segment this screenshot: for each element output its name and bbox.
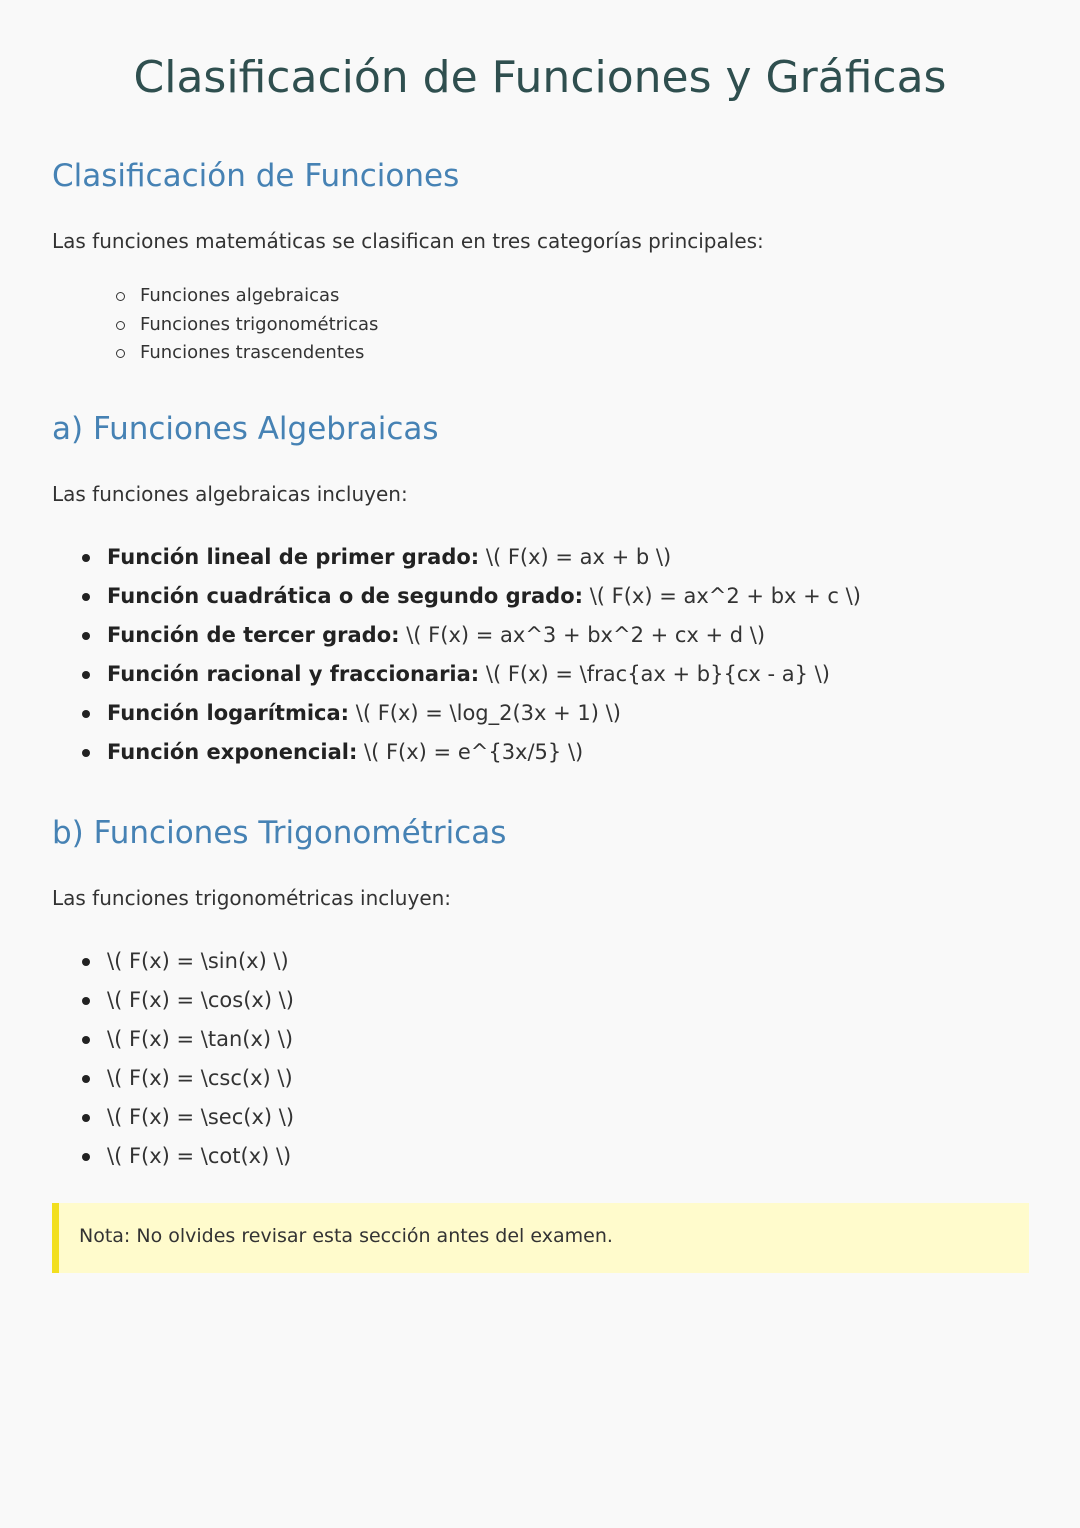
classification-intro: Las funciones matemáticas se clasifican en tres categorías principales: xyxy=(52,229,764,253)
section-heading-trigonometric: b) Funciones Trigonométricas xyxy=(52,815,507,851)
list-item-text: Funciones algebraicas xyxy=(140,285,340,306)
bullet-icon xyxy=(82,671,90,679)
item-formula: \( F(x) = \sec(x) \) xyxy=(107,1105,295,1129)
list-item xyxy=(80,981,294,1020)
item-label: Función cuadrática o de segundo grado: xyxy=(107,584,584,608)
item-label: Función exponencial: xyxy=(107,740,358,764)
circle-bullet-icon xyxy=(116,321,125,330)
list-item xyxy=(80,1137,294,1176)
list-item-text: Funciones trascendentes xyxy=(140,342,365,363)
list-item xyxy=(116,339,378,368)
item-label: Función logarítmica: xyxy=(107,701,350,725)
item-formula: \( F(x) = \frac{ax + b}{cx - a} \) xyxy=(485,662,830,686)
list-item xyxy=(116,282,378,311)
item-label: Función lineal de primer grado: xyxy=(107,545,480,569)
item-formula: \( F(x) = \csc(x) \) xyxy=(107,1066,293,1090)
bullet-icon xyxy=(82,997,90,1005)
item-formula: \( F(x) = ax^2 + bx + c \) xyxy=(589,584,861,608)
note-callout xyxy=(52,1203,1029,1273)
list-item xyxy=(80,1098,294,1137)
list-item-text: Funciones trigonométricas xyxy=(140,313,379,335)
section-heading-algebraic: a) Funciones Algebraicas xyxy=(52,411,439,447)
item-formula: \( F(x) = ax + b \) xyxy=(485,545,672,569)
note-text: Nota: No olvides revisar esta sección antes del examen. xyxy=(79,1225,613,1247)
bullet-icon xyxy=(82,1075,90,1083)
item-formula: \( F(x) = \cot(x) \) xyxy=(107,1144,292,1168)
item-formula: \( F(x) = \log_2(3x + 1) \) xyxy=(355,701,621,725)
algebraic-list xyxy=(80,538,861,772)
circle-bullet-icon xyxy=(116,349,125,358)
list-item xyxy=(80,655,861,694)
page-title: Clasificación de Funciones y Gráficas xyxy=(133,52,947,103)
item-formula: \( F(x) = \cos(x) \) xyxy=(107,988,294,1012)
list-item xyxy=(80,942,294,981)
item-formula: \( F(x) = e^{3x/5} \) xyxy=(364,740,584,764)
bullet-icon xyxy=(82,958,90,966)
list-item xyxy=(80,616,861,655)
list-item xyxy=(80,1020,294,1059)
bullet-icon xyxy=(82,1036,90,1044)
list-item xyxy=(80,733,861,772)
list-item xyxy=(80,694,861,733)
bullet-icon xyxy=(82,1114,90,1122)
classification-list xyxy=(116,282,378,368)
item-formula: \( F(x) = \tan(x) \) xyxy=(107,1027,294,1051)
item-label: Función de tercer grado: xyxy=(107,623,400,647)
item-formula: \( F(x) = ax^3 + bx^2 + cx + d \) xyxy=(406,623,766,647)
list-item xyxy=(80,1059,294,1098)
bullet-icon xyxy=(82,632,90,640)
bullet-icon xyxy=(82,1153,90,1161)
section-heading-classification: Clasificación de Funciones xyxy=(52,158,460,194)
bullet-icon xyxy=(82,710,90,718)
trigonometric-list xyxy=(80,942,294,1176)
list-item xyxy=(80,538,861,577)
item-label: Función racional y fraccionaria: xyxy=(107,662,480,686)
item-formula: \( F(x) = \sin(x) \) xyxy=(107,949,289,973)
algebraic-intro: Las funciones algebraicas incluyen: xyxy=(52,482,408,506)
circle-bullet-icon xyxy=(116,292,125,301)
bullet-icon xyxy=(82,749,90,757)
bullet-icon xyxy=(82,593,90,601)
list-item xyxy=(80,577,861,616)
bullet-icon xyxy=(82,554,90,562)
list-item xyxy=(116,311,378,340)
trigonometric-intro: Las funciones trigonométricas incluyen: xyxy=(52,886,452,910)
